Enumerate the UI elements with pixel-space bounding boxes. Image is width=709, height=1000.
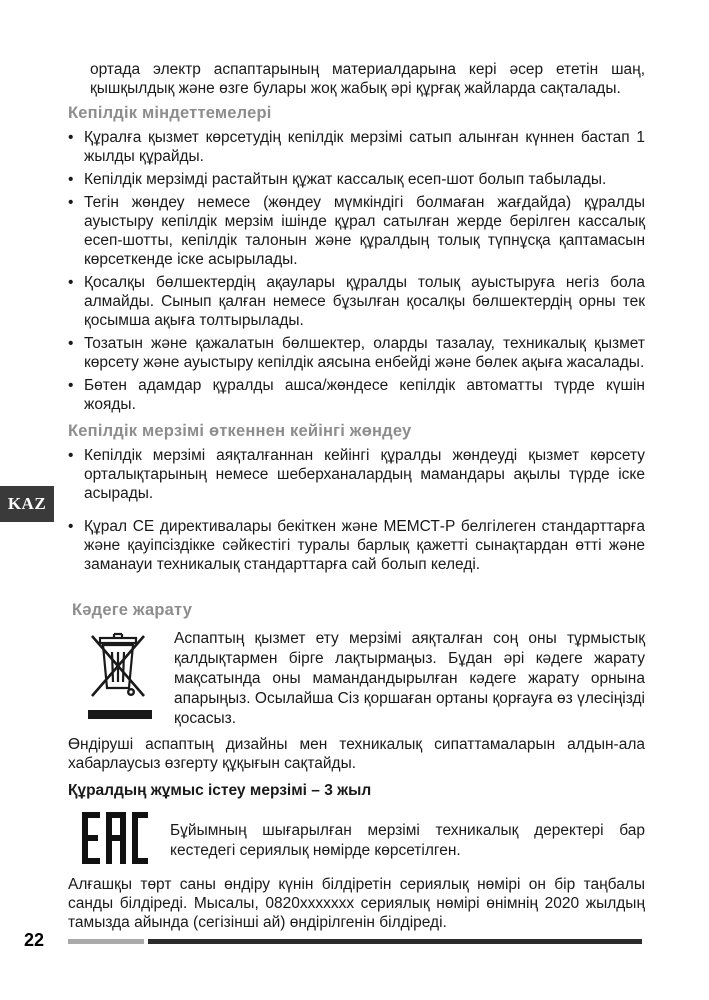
footer-bar-grey [68,939,144,944]
disposal-text: Аспаптың қызмет ету мерзімі аяқталған соң оны тұрмыстық қалдықтармен бірге лақтырмаңыз. Бұдан әрі кәдеге жарату мақсатында оны мамандандырылған кәдеге жарату орнына апарыңыз. Осылайша Сіз қоршаған ортаны қорғауға өз үлесіңізді қосасыз. [174,630,645,727]
list-item: • Кепілдік мерзімді растайтын құжат кассалық есеп-шот болып табылады. [68,170,645,189]
list-item: • Құрал СЕ директивалары бекіткен және МЕМСТ-Р белгілеген стандарттарға және қауіпсіздікке сәйкестігі туралы барлық қажетті сынақтардан өтті және заманауи техникалық стандарттарға сай болып келеді. [68,517,645,574]
list-item: • Құралға қызмет көрсетудің кепілдік мерзімі сатып алынған күннен бастап 1 жылды құрайды. [68,128,645,166]
list-item: • Тозатын және қажалатын бөлшектер, оларды тазалау, техникалық қызмет көрсету және ауыстыру кепілдік аясына енбейді және бөлек ақыға жасалады. [68,334,645,372]
service-life-title: Құралдың жұмыс істеу мерзімі – 3 жыл [68,782,372,799]
post-warranty-list [68,446,645,574]
manufacturer-note: Өндіруші аспаптың дизайны мен техникалық сипаттамаларын алдын-ала хабарлаусыз өзгерту құқығын сақтайды. [68,736,645,772]
disposal-heading: Кәдеге жарату [72,601,193,619]
post-warranty-heading: Кепілдік мерзімі өткеннен кейінгі жөндеу [68,422,412,440]
language-tab: KAZ [0,486,54,522]
warranty-heading: Кепілдік міндеттемелері [68,104,272,122]
warranty-list [68,128,645,414]
eac-logo [80,812,150,864]
page-number: 22 [24,930,45,950]
footer-bar-dark [148,939,642,944]
crossed-bin-icon [86,630,154,720]
list-item: • Кепілдік мерзімі аяқталғаннан кейінгі құралды жөндеуді қызмет көрсету орталықтарының немесе шеберханалардың мамандары ақылы түрде іске асырады. [68,446,645,503]
list-item: • Қосалқы бөлшектердің ақаулары құралды толық ауыстыруға негіз бола алмайды. Сынып қалған немесе бұзылған қосалқы бөлшектердің орны тек қосымша ақыға толтырылады. [68,273,645,330]
intro-paragraph: ортада электр аспаптарының материалдарына кері әсер ететін шаң, қышқылдық және өзге булары жоқ жабық әрі құрғақ жайларда сақталады. [90,61,645,97]
serial-note: Алғашқы төрт саны өндіру күнін білдіретін сериялық нөмірі он бір таңбалы санды білдіреді. Мысалы, 0820xxxxxxx сериялық нөмірі өнімнің 2020 жылдың тамызда айында (сегізінші ай) өндірілгенін білдіреді. [68,876,645,931]
eac-text: Бұйымның шығарылған мерзімі техникалық деректері бар кестедегі сериялық нөмірде көрсетілген. [170,822,645,859]
list-item: • Бөтен адамдар құралды ашса/жөндесе кепілдік автоматты түрде күшін жояды. [68,376,645,414]
list-item: • Тегін жөндеу немесе (жөндеу мүмкіндігі болмаған жағдайда) құралды ауыстыру кепілдік мерзім ішінде құрал сатылған жерде берілген кассалық есеп-шотты, кепілдік талонын және құралдың толық түпнұсқа қаптамасын көрсеткенде іске асырылады. [68,193,645,269]
